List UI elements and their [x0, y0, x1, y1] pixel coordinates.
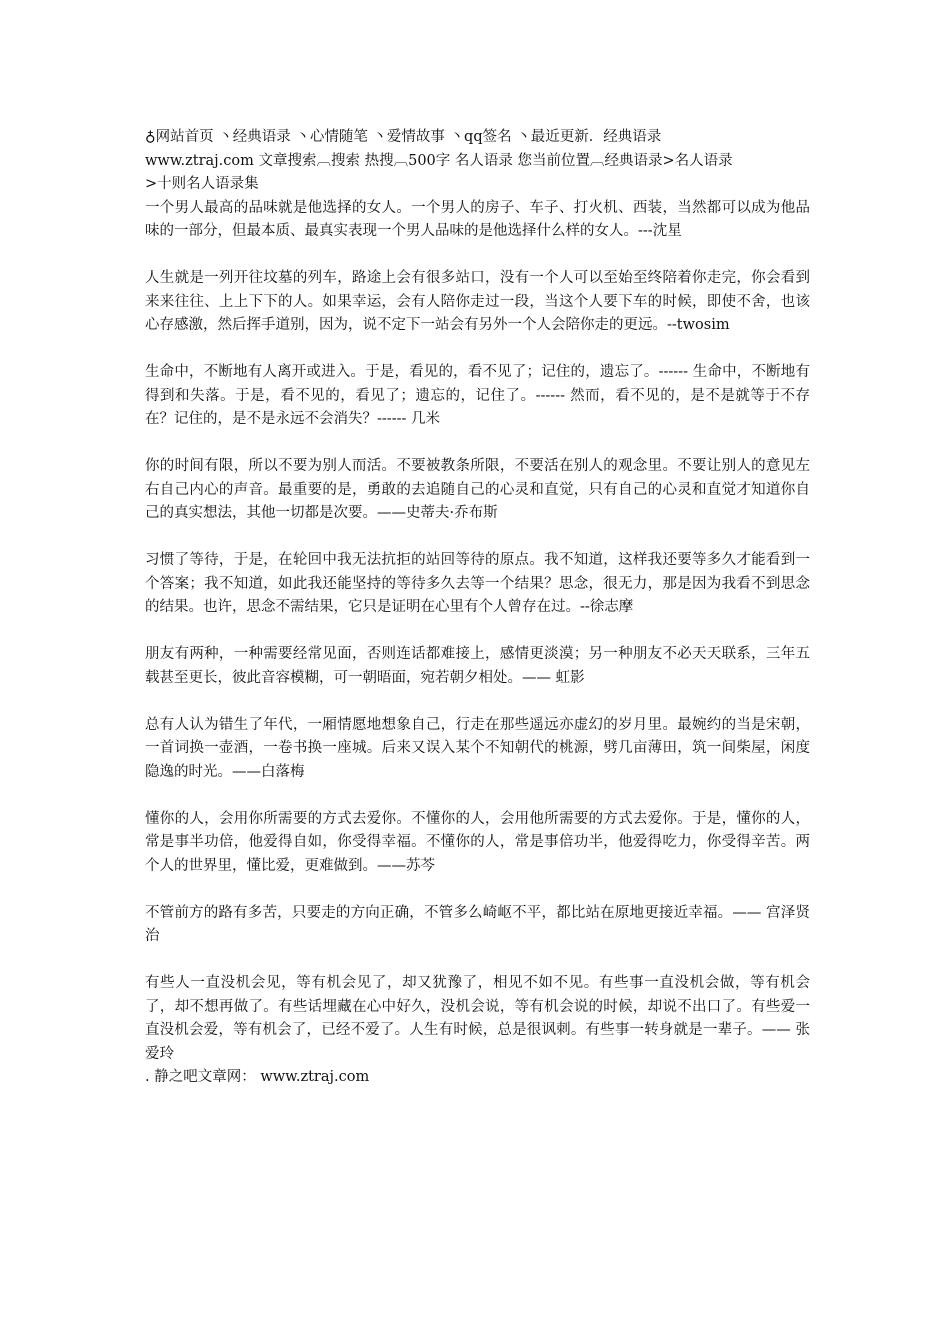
paragraph-gap [145, 878, 810, 902]
quote-paragraph-6: 朋友有两种，一种需要经常见面，否则连话都难接上，感情更淡漠；另一种朋友不必天天联系，三年五载甚至更长，彼此音容模糊，可一朝晤面，宛若朝夕相处。—— 虹影 [145, 646, 810, 686]
quote-paragraph-10: 有些人一直没机会见，等有机会见了，却又犹豫了，相见不如不见。有些事一直没机会做，等有机会了，却不想再做了。有些话埋藏在心中好久，没机会说，等有机会说的时候，却说不出口了。有些爱一直没机会爱，等有机会了，已经不爱了。人生有时候，总是很讽刺。有些事一转身就是一辈子。—— 张爱玲 [145, 975, 810, 1062]
quote-paragraph-5: 习惯了等待，于是，在轮回中我无法抗拒的站回等待的原点。我不知道，这样我还要等多久才能看到一个答案；我不知道，如此我还能坚持的等待多久去等一个结果？思念，很无力，那是因为我看不到思念的结果。也许，思念不需结果，它只是证明在心里有个人曾存在过。--徐志摩 [145, 552, 810, 615]
quote-paragraph-8: 懂你的人，会用你所需要的方式去爱你。不懂你的人，会用他所需要的方式去爱你。于是，懂你的人，常是事半功倍，他爱得自如，你受得幸福。不懂你的人，常是事倍功半，他爱得吃力，你受得辛苦。两个人的世界里，懂比爱，更难做到。——苏芩 [145, 810, 810, 874]
breadcrumb: >十则名人语录集 [145, 176, 259, 192]
quote-paragraph-2: 人生就是一列开往坟墓的列车，路途上会有很多站口，没有一个人可以至始至终陪着你走完，你会看到来来往往、上上下下的人。如果幸运，会有人陪你走过一段，当这个人要下车的时候，即使不舍，也该心存感激，然后挥手道别，因为，说不定下一站会有另外一个人会陪你走的更远。--twosim [145, 270, 810, 333]
nav-line-1: ♁网站首页 丶经典语录 丶心情随笔 丶爱情故事 丶qq签名 丶最近更新．经典语录 [145, 129, 662, 145]
paragraph-gap [145, 338, 810, 362]
paragraph-gap [145, 432, 810, 456]
paragraph-gap [145, 949, 810, 973]
paragraph-gap [145, 620, 810, 644]
footer-site-credit: . 静之吧文章网： www.ztraj.com [145, 1069, 370, 1085]
paragraph-gap [145, 690, 810, 714]
quote-paragraph-4: 你的时间有限，所以不要为别人而活。不要被教条所限，不要活在别人的观念里。不要让别人的意见左右自己内心的声音。最重要的是，勇敢的去追随自己的心灵和直觉，只有自己的心灵和直觉才知道你自己的真实想法，其他一切都是次要。——史蒂夫·乔布斯 [145, 458, 810, 521]
paragraph-gap [145, 526, 810, 550]
document-page [145, 126, 810, 1090]
quote-paragraph-3: 生命中，不断地有人离开或进入。于是，看见的，看不见了；记住的，遗忘了。------ 生命中，不断地有得到和失落。于是，看不见的，看见了；遗忘的，记住了。------ 然而，看不见的，是不是就等于不存在？记住的，是不是永远不会消失？------ 几米 [145, 364, 810, 427]
quote-paragraph-9: 不管前方的路有多苦，只要走的方向正确，不管多么崎岖不平，都比站在原地更接近幸福。—— 宫泽贤治 [145, 904, 810, 944]
paragraph-gap [145, 244, 810, 268]
paragraph-gap [145, 784, 810, 808]
quote-paragraph-7: 总有人认为错生了年代，一厢情愿地想象自己，行走在那些遥远亦虚幻的岁月里。最婉约的当是宋朝，一首词换一壶酒，一卷书换一座城。后来又误入某个不知朝代的桃源，劈几亩薄田，筑一间柴屋，闲度隐逸的时光。——白落梅 [145, 716, 810, 780]
quote-paragraph-1: 一个男人最高的品味就是他选择的女人。一个男人的房子、车子、打火机、西装，当然都可以成为他品味的一部分，但最本质、最真实表现一个男人品味的是他选择什么样的女人。---沈星 [145, 199, 810, 239]
nav-line-2: www.ztraj.com 文章搜索︹搜索 热搜︹500字 名人语录 您当前位置︹经典语录>名人语录 [145, 152, 733, 169]
site-navigation [145, 126, 810, 197]
